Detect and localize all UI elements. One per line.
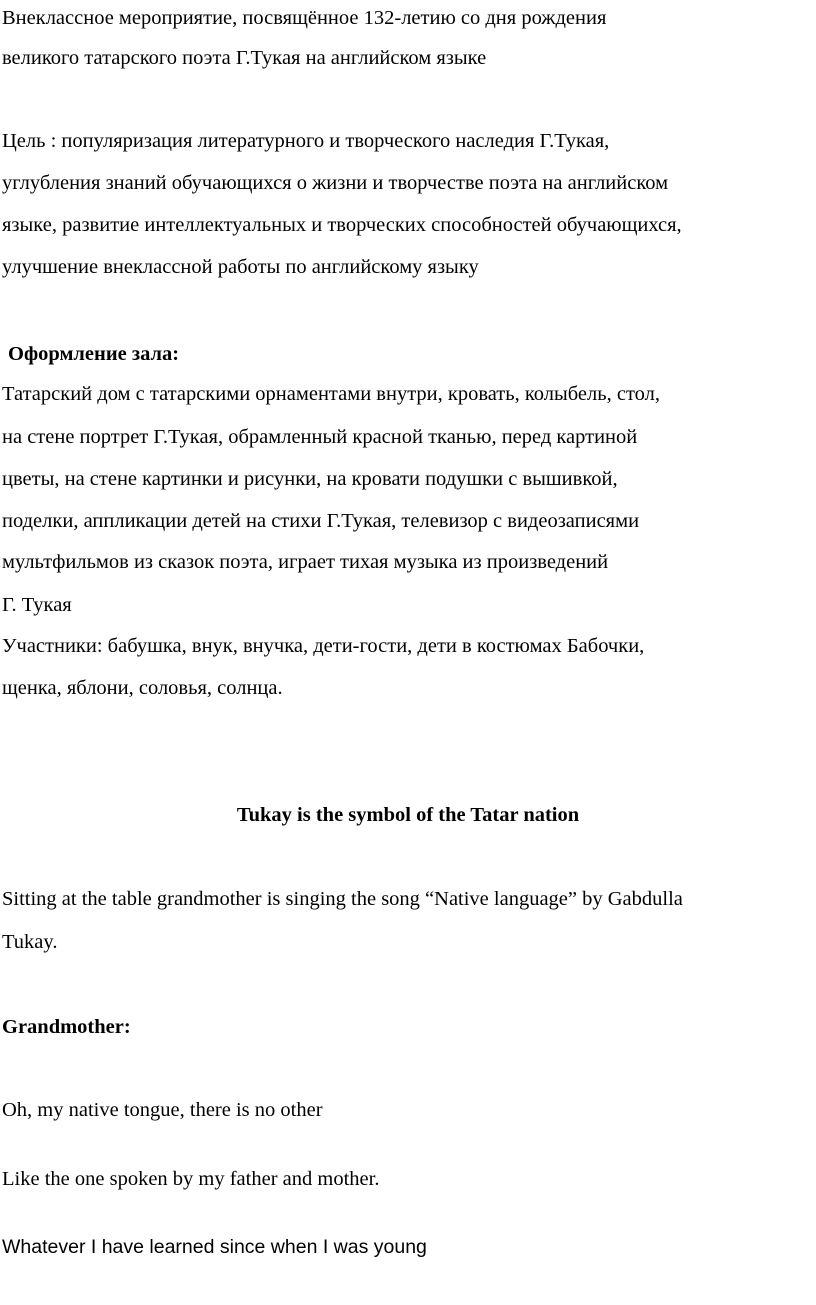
- header-line-2: великого татарского поэта Г.Тукая на английском языке: [2, 47, 487, 69]
- hall-heading: Оформление зала:: [8, 343, 180, 365]
- poem-line-2: Like the one spoken by my father and mother.: [2, 1168, 380, 1190]
- speaker-label: Grandmother:: [2, 1016, 131, 1038]
- hall-line-1: Татарский дом с татарскими орнаментами внутри, кровать, колыбель, стол,: [2, 383, 660, 405]
- hall-line-2: на стене портрет Г.Тукая, обрамленный красной тканью, перед картиной: [2, 426, 638, 448]
- goal-line-3: языке, развитие интеллектуальных и творческих способностей обучающихся,: [2, 214, 682, 236]
- page-title: Tukay is the symbol of the Tatar nation: [236, 804, 580, 826]
- goal-line-2: углубления знаний обучающихся о жизни и творчестве поэта на английском: [2, 172, 669, 194]
- goal-line-1: Цель : популяризация литературного и творческого наследия Г.Тукая,: [2, 130, 610, 152]
- hall-line-3: цветы, на стене картинки и рисунки, на кровати подушки с вышивкой,: [2, 468, 618, 490]
- hall-line-4: поделки, аппликации детей на стихи Г.Тукая, телевизор с видеозаписями: [2, 510, 640, 532]
- intro-line-1: Sitting at the table grandmother is singing the song “Native language” by Gabdulla: [2, 888, 683, 910]
- intro-line-2: Tukay.: [2, 931, 58, 953]
- hall-line-6: Г. Тукая: [2, 594, 72, 616]
- poem-line-3: Whatever I have learned since when I was young: [2, 1236, 427, 1258]
- participants-line-2: щенка, яблони, соловья, солнца.: [2, 677, 283, 699]
- hall-line-5: мультфильмов из сказок поэта, играет тихая музыка из произведений: [2, 551, 609, 573]
- goal-line-4: улучшение внеклассной работы по английскому языку: [2, 256, 479, 278]
- header-line-1: Внеклассное мероприятие, посвящённое 132-летию со дня рождения: [2, 7, 607, 29]
- poem-line-1: Oh, my native tongue, there is no other: [2, 1099, 323, 1121]
- participants-line-1: Участники: бабушка, внук, внучка, дети-гости, дети в костюмах Бабочки,: [2, 635, 645, 657]
